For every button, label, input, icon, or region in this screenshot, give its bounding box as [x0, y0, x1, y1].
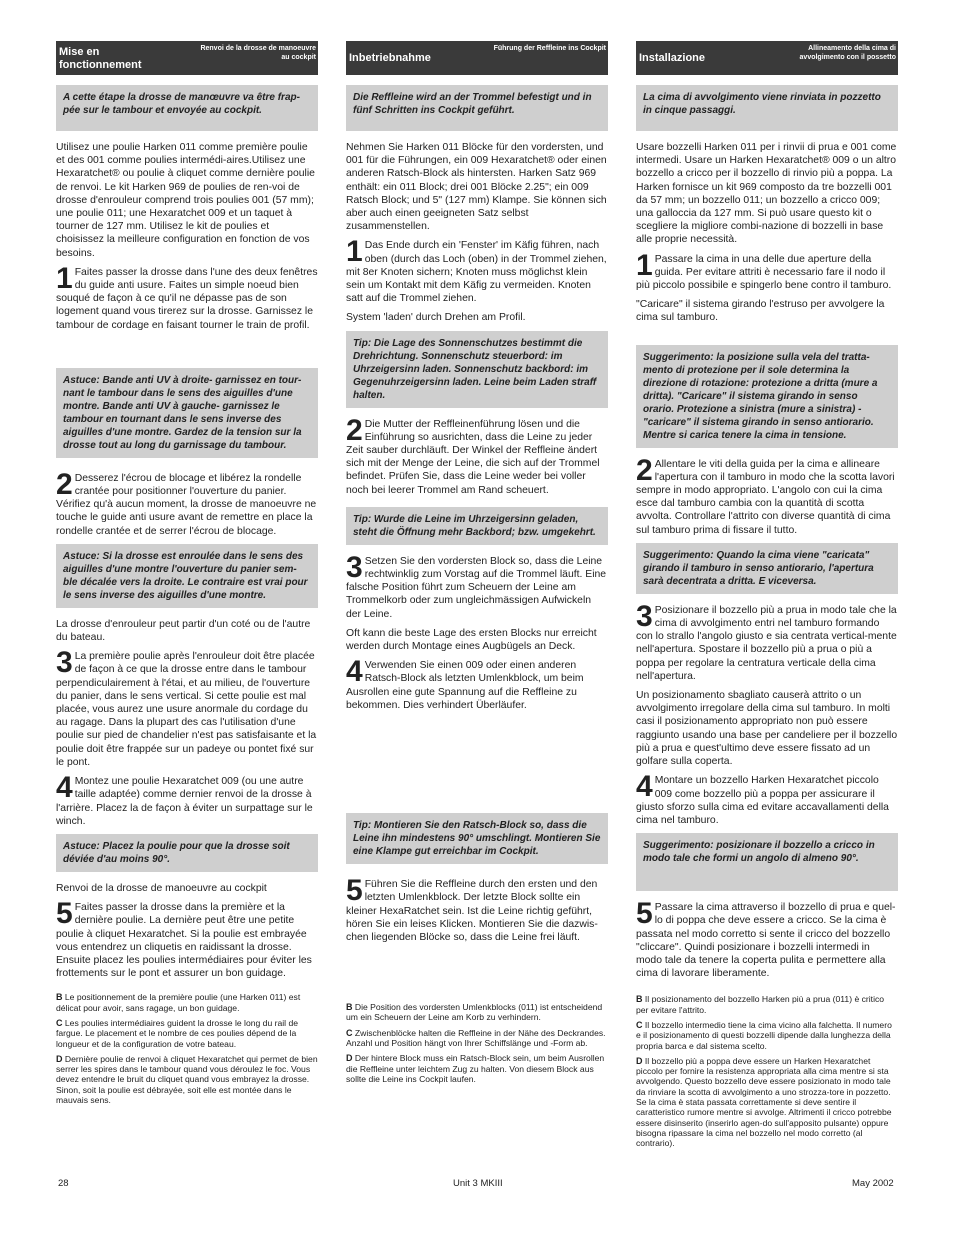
step-text: Passare la cima attraverso il bozzello di prua e quel-lo di poppa che deve essere a cricco. Se la cima è passata nel modo corretto si sente il cricco del bozzello "cliccare". Quindi posizionare i bozzelli intermedi in modo tale da tenere la coperta pulita e permettere alla cima di lavorare liberamente.: [636, 902, 896, 980]
section-header: [636, 41, 898, 75]
step-4: [636, 770, 898, 827]
step-2: [636, 453, 898, 537]
note-d: [346, 1053, 608, 1084]
step-3: [346, 550, 608, 621]
section-subtitle: Renvoi de la drosse de manoeuvre au cockpit: [200, 45, 316, 61]
tip-box: Tip: Montieren Sie den Ratsch-Block so, dass die Leine ihn mindestens 90° umschlingt. Montieren Sie eine Klampe gut erreichbar im Cockpit.: [346, 813, 608, 864]
german-column: [346, 41, 608, 1089]
note-text: Il posizionamento del bozzello Harken più a prua (011) è critico per evitare l'attrito.: [636, 994, 885, 1015]
step-5: [56, 897, 318, 980]
unit-label: Unit 3 MKIII: [453, 1178, 503, 1189]
note-text: Die Position des vordersten Umlenkblocks (011) ist entscheidend um ein Scheuern der Leine am Korb zu verhindern.: [346, 1002, 603, 1023]
section-header: [56, 41, 318, 75]
paragraph: Renvoi de la drosse de manoeuvre au cockpit: [56, 882, 267, 894]
tip-box: Suggerimento: posizionare il bozzello a cricco in modo tale che formi un angolo di almeno 90°.: [636, 833, 898, 891]
tip-box: Suggerimento: la posizione sulla vela del tratta-mento di protezione per il sole determina la direzione di rotazione: protezione a dritta (mure a dritta). "Caricare" il sistema girando in senso orario. Protezione a sinistra (mure a sinistra) - "caricare" il sistema girando in senso antiorario. Mentre si carica tenere la cima in tensione.: [636, 345, 898, 448]
step-text: La première poulie après l'enrouleur doit être placée de façon à ce que la drosse entre dans le tambour perpendiculairement à l'étai, et au milieu, de l'ouverture du panier, dans le sens vertical. Si cette poulie est mal placée, vous aurez une usure anormale du cordage du au ragage. Dans la plupart des cas l'utilisation d'une poulie sur pied de chandelier n'est pas satisfaisante et la poulie doit être frappée sur un padeye ou pontet fixé sur le pont.: [56, 651, 317, 768]
step-number: 2: [346, 413, 363, 447]
step-number: 3: [636, 599, 653, 633]
paragraph: Oft kann die beste Lage des ersten Blocks nur erreicht werden durch Montage eines Augbügels an Deck.: [346, 627, 597, 653]
step-text: Montare un bozzello Harken Hexaratchet piccolo 009 come bozzello più a poppa per assicurare il giusto sforzo sulla cima ed evitare accavallamenti della cima nel tamburo.: [636, 775, 889, 826]
step-1: [636, 248, 898, 293]
note-b: [346, 1002, 608, 1023]
intro-paragraph: Usare bozzelli Harken 011 per i rinvii di prua e 001 come intermedi. Usare un Harken Hexaratchet® 009 o un altro bozzello a cricco per il bozzello di rinvio più a poppa. La Harken fornisce un kit 969 composto da tre bozzelli 001 da 57 mm; un bozzello 011; un bozzello a cricco 009; una galloccia da 127 mm. Si può usare questo kit o scegliere la migliore combi-nazione di bozzelli in base alle proprie necessità.: [636, 142, 897, 246]
step-number: 3: [56, 646, 73, 680]
section-title: Installazione: [639, 52, 706, 64]
note-label: D: [346, 1053, 353, 1064]
intro-paragraph: Nehmen Sie Harken 011 Blöcke für den vordersten, und 001 für die Führungen, ein 009 Hexaratchet® oder einen anderen Ratsch-Block als hintersten. Harken Satz 969 enthält: ein 011 Block; drei 001 Blöcke 2.25"; ein 009 Ratsch Block; und 5" (127 mm) Klampe. Sie können sich aber auch einen geeigneten Satz selbst zusammenstellen.: [346, 142, 607, 233]
step-text: Passare la cima in una delle due aperture della guida. Per evitare attriti è necessario fare il nodo il più piccolo possibile e spingerlo bene contro il tamburo.: [636, 253, 892, 292]
step-number: 2: [636, 453, 653, 487]
tip-box: Astuce: Si la drosse est enroulée dans le sens des aiguilles d'une montre l'ouverture du panier sem-ble décalée vers la droite. Le contraire est vrai pour le sens inverse des aiguilles d'une montre.: [56, 544, 318, 608]
section-title: Mise en fonctionnement: [59, 46, 142, 71]
note-b: [56, 992, 318, 1013]
step-number: 5: [636, 897, 653, 931]
step-number: 5: [56, 897, 73, 931]
step-text: Posizionare il bozzello più a prua in modo tale che la cima di avvolgimento entri nel tamburo formando con lo strallo l'angolo giusto e sia centrata vertical-mente nell'apertura. Spostare il bozzello più a prua o più a poppa per regolare la centratura verticale della cima nell'apertura.: [636, 604, 897, 682]
note-c: [346, 1028, 608, 1049]
step-2: [56, 467, 318, 538]
french-column: [56, 41, 318, 1110]
note-text: Der hintere Block muss ein Ratsch-Block sein, um beim Ausrollen die Reffleine unter leichtem Zug zu halten. Von diesem Block aus sollte die Leine ins Cockpit laufen.: [346, 1053, 605, 1084]
note-d: [56, 1054, 318, 1105]
tip-box: Astuce: Bande anti UV à droite- garnissez en tour-nant le tambour dans le sens des aiguilles d'une montre. Bande anti UV à gauche- garnissez le tambour en tournant dans le sens inverse des aiguilles d'une montre. Gardez de la tension sur la drosse tout au long du garnissage du tambour.: [56, 368, 318, 458]
note-text: Le positionnement de la première poulie (une Harken 011) est délicat pour avoir, sans ragage, un bon guidage.: [56, 992, 301, 1013]
tip-box: Astuce: Placez la poulie pour que la drosse soit déviée d'au moins 90°.: [56, 834, 318, 872]
note-label: B: [346, 1002, 353, 1013]
step-number: 4: [346, 655, 363, 689]
italian-column: [636, 41, 898, 1153]
note-c: [56, 1018, 318, 1049]
section-title: Inbetriebnahme: [349, 52, 431, 64]
note-text: Dernière poulie de renvoi à cliquet Hexaratchet qui permet de bien serrer les spires dans le tambour quand vous déroulez le foc. Vous devez entendre le bruit du cliquet quand vous embrayez la drosse. Sinon, soit la poulie est débrayée, soit elle est montée dans le mauvais sens.: [56, 1053, 318, 1105]
note-text: Zwischenblöcke halten die Reffleine in der Nähe des Deckrandes. Anzahl und Position hängt von Ihrer Schiffslänge und -Form ab.: [346, 1027, 606, 1048]
step-1: [56, 261, 318, 332]
page-number: 28: [58, 1178, 69, 1189]
step-number: 1: [56, 261, 73, 295]
step-number: 1: [346, 235, 363, 269]
step-number: 1: [636, 248, 653, 282]
step-text: Das Ende durch ein 'Fenster' im Käfig führen, nach oben (durch das Loch (oben) in der Trommel ziehen, mit 8er Knoten sichern; Knoten muss möglichst klein sein um Kontakt mit dem Käfig zu vermeiden. Knoten satt auf die Trommel ziehen.: [346, 240, 607, 305]
section-header: [346, 41, 608, 75]
step-number: 2: [56, 467, 73, 501]
step-text: Faites passer la drosse dans l'une des deux fenêtres du guide anti usure. Faites un simple noeud bien souqué de façon à ce qu'il ne dépasse pas de son logement quand vous tirerez sur la drosse. Garnissez le tambour de cordage en faisant tourner le train de profil.: [56, 266, 318, 331]
step-1: [346, 235, 608, 305]
step-2: [346, 413, 608, 497]
paragraph: Un posizionamento sbagliato causerà attrito o un avvolgimento irregolare della cima sul tamburo. In molti casi il posizionamento appropriato non può essere raggiunto usando una base per candeliere per il bozzello più a prua e quest'ultimo deve essere fissato ad un golfare sulla coperta.: [636, 690, 898, 768]
paragraph: La drosse d'enrouleur peut partir d'un coté ou de l'autre du bateau.: [56, 618, 311, 644]
tip-box: Suggerimento: Quando la cima viene "caricata" girando il tamburo in senso antiorario, l'apertura sarà decentrata a dritta. E viceversa.: [636, 543, 898, 594]
note-label: C: [346, 1027, 353, 1038]
note-label: D: [636, 1055, 643, 1066]
step-4: [346, 655, 608, 712]
date-label: May 2002: [852, 1178, 894, 1189]
step-text: Allentare le viti della guida per la cima e allineare l'apertura con il tamburo in modo che la scotta lavori sempre in modo appropriato. L'angolo con cui la cima esce dal tamburo cambia con la quantità di scotta avvolta. Controllare l'attrito con diverse quantità di cima sul tamburo prima di fissare il tutto.: [636, 458, 895, 536]
tip-box: A cette étape la drosse de manœuvre va être frap-pée sur le tambour et envoyée au cockpit.: [56, 85, 318, 131]
intro-paragraph: Utilisez une poulie Harken 011 comme première poulie et des 001 comme poulies intermédi-aires.Utilisez une Hexaratchet® ou poulie à cliquet comme dernière poulie de renvoi. Le kit Harken 969 de poulies de ren-voi de drosse d'enrouleur comprend trois poulies 001 (57 mm); une poulie 011; une Hexaratchet 009 et un taquet à tourner de 127 mm. Utilisez le kit de poulies et choisissez la meilleure configuration en fonction de vos besoins.: [56, 142, 315, 259]
step-text: Setzen Sie den vordersten Block so, dass die Leine rechtwinklig zum Vorstag auf die Trommel läuft. Eine falsche Position führt zum Scheuern der Leine am Trommelkorb oder zum ungleichmässigen Aufwickeln der Leine.: [346, 555, 607, 620]
tip-box: Tip: Wurde die Leine im Uhrzeigersinn geladen, steht die Öffnung mehr Backbord; bzw. umgekehrt.: [346, 507, 608, 545]
step-3: [56, 646, 318, 769]
tip-box: Tip: Die Lage des Sonnenschutzes bestimmt die Drehrichtung. Sonnenschutz steuerbord: im Uhrzeigersinn laden. Sonnenschutz backbord: im Gegenuhrzeigersinn laden. Leine beim Laden straff halten.: [346, 331, 608, 408]
step-text: Desserez l'écrou de blocage et libérez la rondelle crantée pour positionner l'ouverture du panier. Vérifiez qu'à aucun moment, la drosse de manoeuvre ne touche le guide anti usure avant de remettre en place la rondelle crantée et de serrer l'écrou de blocage.: [56, 472, 317, 537]
step-5: [636, 897, 898, 980]
step-number: 4: [56, 771, 73, 805]
tip-box: Die Reffleine wird an der Trommel befestigt und in fünf Schritten ins Cockpit geführt.: [346, 85, 608, 131]
note-c: [636, 1020, 898, 1051]
note-text: Il bozzello intermedio tiene la cima vicino alla falchetta. Il numero e il posizionamento di questi bozzelli dipende dalla lunghezza della propria barca e dal sistema scelto.: [636, 1019, 892, 1051]
step-5: [346, 874, 608, 944]
note-label: C: [56, 1017, 63, 1028]
step-text: Montez une poulie Hexaratchet 009 (ou une autre taille adaptée) comme dernier renvoi de la drosse à l'arrière. Placez la de façon à éviter un surpattage sur le winch.: [56, 776, 313, 827]
step-text: Führen Sie die Reffleine durch den ersten und den letzten Umlenkblock. Der letzte Block sollte ein kleiner HexaRatchet sein. Ist die Leine richtig geführt, hören Sie ein leises Klicken. Montieren Sie die dazwis-chen liegenden Blöcke so, dass die Leine frei läuft.: [346, 879, 598, 943]
step-4: [56, 771, 318, 828]
paragraph: System 'laden' durch Drehen am Profil.: [346, 312, 526, 324]
step-3: [636, 599, 898, 683]
note-label: B: [56, 992, 63, 1003]
section-subtitle: Führung der Reffleine ins Cockpit: [493, 45, 606, 52]
step-number: 5: [346, 874, 363, 908]
note-d: [636, 1056, 898, 1149]
step-text: Faites passer la drosse dans la première et la dernière poulie. La dernière peut être une petite poulie à cliquet Hexaratchet. Si la poulie est embrayée vous entendrez un cliquetis en raidissant la drosse. Ensuite placez les poulies intermédiaires pour éviter les frottements sur le pont et assurer un bon guidage.: [56, 902, 312, 980]
note-label: C: [636, 1019, 643, 1030]
step-text: Die Mutter der Reffleinenführung lösen und die Einführung so ausrichten, dass die Leine zu jeder Zeit sauber durchläuft. Der Winkel der Reffleine ändert sich mit der Menge der Leine, die sich auf der Trommel befindet. Prüfen Sie, dass die Leine weder bei voller noch bei leerer Trommel am Rand scheuert.: [346, 418, 600, 496]
note-b: [636, 994, 898, 1015]
step-number: 3: [346, 550, 363, 584]
note-text: Il bozzello più a poppa deve essere un Harken Hexaratchet piccolo per fornire la resistenza appropriata alla cima mentre si sta avvolgendo. Questo bozzello deve essere posizionato in modo tale da rinviare la scotta di avvolgimento a uno strozza-tore in pozzetto. Se la cima è stata passata correttamente si deve sentire il caratteristico rumore mentre si avvolge. Altrimenti il cricco potrebbe essere disinserito (inserirlo agen-do sull'apposito pulsante) oppure bisogna ripassare la cima nel bozzello nel modo corretto (al contrario).: [636, 1055, 892, 1149]
section-subtitle: Allineamento della cima di avvolgimento con il possetto: [799, 45, 896, 61]
step-text: Verwenden Sie einen 009 oder einen anderen Ratsch-Block als letzten Umlenkblock, um beim Ausrollen eine gute Spannung auf die Reffleine zu bekommen. Dies verhindert Überläufer.: [346, 660, 584, 711]
paragraph: "Caricare" il sistema girando l'estruso per avvolgere la cima sul tamburo.: [636, 299, 885, 324]
note-label: B: [636, 994, 643, 1005]
step-number: 4: [636, 770, 653, 804]
note-text: Les poulies intermédiaires guident la drosse le long du rail de fargue. Le placement et le nombre de ces poulies dépend de la longueur et de la configuration de votre bateau.: [56, 1017, 299, 1049]
tip-box: La cima di avvolgimento viene rinviata in pozzetto in cinque passaggi.: [636, 85, 898, 131]
note-label: D: [56, 1053, 63, 1064]
